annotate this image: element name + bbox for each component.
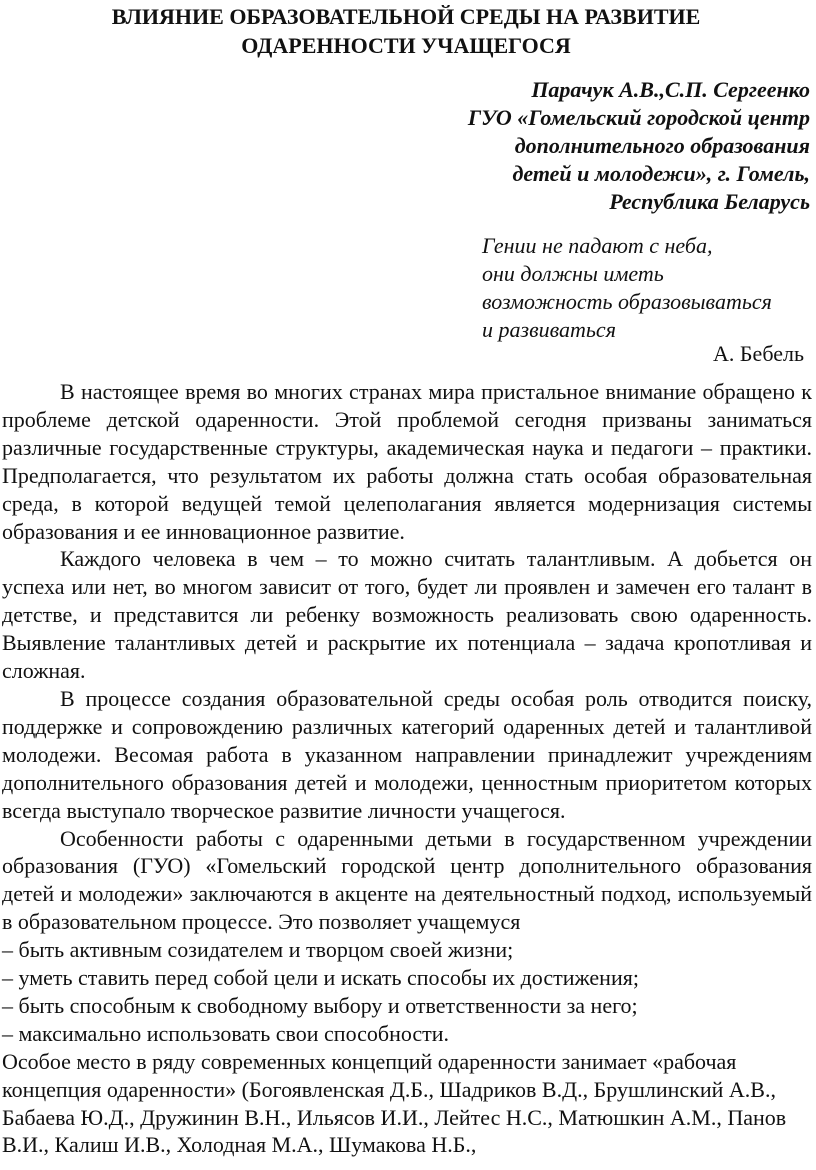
epigraph — [482, 232, 812, 344]
organization-line-2: дополнительного образования — [514, 133, 810, 158]
author-names: Парачук А.В.,С.П. Сергеенко — [531, 77, 810, 102]
epigraph-line-3: возможность образовываться — [482, 289, 772, 314]
document-title — [0, 2, 812, 60]
list-item: – уметь ставить перед собой цели и искать способы их достижения; — [2, 965, 639, 991]
epigraph-author: А. Бебель — [713, 341, 804, 366]
list-item: – максимально использовать свои способности. — [2, 1020, 450, 1046]
organization-line-1: ГУО «Гомельский городской центр — [467, 105, 810, 130]
abilities-list — [2, 936, 812, 1048]
paragraph-5: Особое место в ряду современных концепций одаренности занимает «рабочая концепция одаренности» (Богоявленская Д.Б., Шадриков В.Д., Брушлинский А.В., Бабаева Ю.Д., Дружинин В.Н., Ильясов И.И., Лейтес Н.С., Матюшкин А.М., Панов В.И., Калиш И.В., Холодная М.А., Шумакова Н.Б., — [2, 1048, 787, 1158]
organization-line-3: детей и молодежи», г. Гомель, — [512, 161, 810, 186]
epigraph-line-4: и развиваться — [482, 317, 616, 342]
epigraph-line-1: Гении не падают с неба, — [482, 233, 713, 258]
authors-block — [290, 76, 810, 216]
body-text — [2, 378, 812, 1159]
paragraph-2: Каждого человека в чем – то можно считать талантливым. А добьется он успеха или нет, во многом зависит от того, будет ли проявлен и замечен его талант в детстве, и представится ли ребенку возможность реализовать свою одаренность. Выявление талантливых детей и раскрытие их потенциала – задача кропотливая и сложная. — [2, 546, 812, 684]
paragraph-3: В процессе создания образовательной среды особая роль отводится поиску, поддержке и сопровождению различных категорий одаренных детей и талантливой молодежи. Весомая работа в указанном направлении принадлежит учреждениям дополнительного образования детей и молодежи, ценностным приоритетом которых всегда выступало творческое развитие личности учащегося. — [2, 685, 812, 823]
epigraph-line-2: они должны иметь — [482, 261, 664, 286]
title-line-2: ОДАРЕННОСТИ УЧАЩЕГОСЯ — [241, 33, 571, 58]
list-item: – быть способным к свободному выбору и ответственности за него; — [2, 992, 638, 1018]
paragraph-1: В настоящее время во многих странах мира пристальное внимание обращено к проблеме детской одаренности. Этой проблемой сегодня призваны заниматься различные государственные структуры, академическая наука и педагоги – практики. Предполагается, что результатом их работы должна стать особая образовательная среда, в которой ведущей темой целеполагания является модернизация системы образования и ее инновационное развитие. — [2, 379, 812, 544]
organization-line-4: Республика Беларусь — [609, 189, 810, 214]
title-line-1: ВЛИЯНИЕ ОБРАЗОВАТЕЛЬНОЙ СРЕДЫ НА РАЗВИТИЕ — [111, 4, 701, 29]
list-item: – быть активным созидателем и творцом своей жизни; — [2, 937, 514, 963]
paragraph-4: Особенности работы с одаренными детьми в государственном учреждении образования (ГУО) «Гомельский городской центр дополнительного образования детей и молодежи» заключаются в акценте на деятельностный подход, используемый в образовательном процессе. Это позволяет учащемуся — [2, 825, 812, 935]
